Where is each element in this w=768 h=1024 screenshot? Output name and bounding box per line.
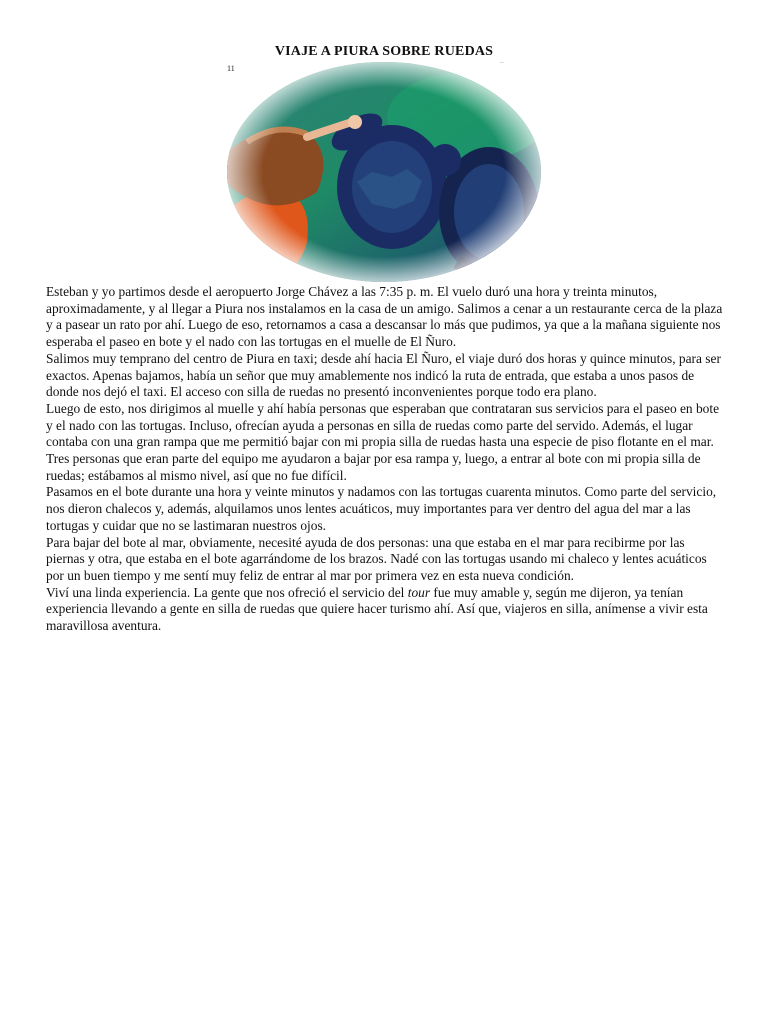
document-title: VIAJE A PIURA SOBRE RUEDAS	[274, 44, 494, 59]
paragraph: Esteban y yo partimos desde el aeropuerto Jorge Chávez a las 7:35 p. m. El vuelo duró una hora y treinta minutos, aproximadamente, y al llegar a Piura nos instalamos en la casa de un amigo. Salimos a cenar a un restaurante cerca de la plaza y a pasear un rato por ahí. Luego de eso, retornamos a casa a descansar lo más que pudimos, ya que a la mañana siguiente nos esperaba el paseo en bote y el nado con las tortugas en el muelle de El Ñuro.	[46, 284, 723, 350]
paragraph: Pasamos en el bote durante una hora y veinte minutos y nadamos con las tortugas cuarenta minutos. Como parte del servicio, nos dieron chalecos y, además, alquilamos unos lentes acuáticos, muy importantes para ver dentro del agua del mar a las tortugas y cuidar que no se lastimaran nuestros ojos.	[46, 484, 717, 533]
final-text-start: Viví una linda experiencia. La gente que nos ofreció el servicio del	[46, 584, 408, 600]
final-text-end: fue muy amable y, según me dijeron, ya tenían experiencia llevando a gente en silla de ruedas que quiere hacer turismo ahí. Así que, viajeros en silla, anímense a vivir esta maravillosa aventura.	[46, 584, 708, 634]
italic-word-tour: tour	[407, 584, 431, 600]
paragraph: Salimos muy temprano del centro de Piura en taxi; desde ahí hacia El Ñuro, el viaje duró dos horas y quince minutos, para ser exactos. Apenas bajamos, había un señor que muy amablemente nos indicó la ruta de entrada, que estaba a unos pasos de donde nos dejó el taxi. El acceso con silla de ruedas no presentó inconvenientes porque todo era plano.	[46, 350, 721, 400]
turtle-swimming-photo	[227, 62, 541, 282]
paragraph-final	[46, 585, 726, 635]
paragraph: Para bajar del bote al mar, obviamente, necesité ayuda de dos personas: una que estaba en el mar para recibirme por las piernas y otra, que estaba en el bote agarrándome de los brazos. Nadé con las tortugas usando mi chaleco y lentes acuáticos por un buen tiempo y me sentí muy feliz de entrar al mar por primera vez en esta nueva condición.	[46, 534, 707, 583]
photo-caption-right: ...	[500, 60, 504, 65]
paragraph: Luego de esto, nos dirigimos al muelle y ahí había personas que esperaban que contrataran sus servicios para el paseo en bote y el nado con las tortugas. Incluso, ofrecían ayuda a personas en silla de ruedas como parte del servido. Además, el lugar contaba con una gran rampa que me permitió bajar con mi propia silla de ruedas hasta una especie de piso flotante en el mar.	[46, 400, 720, 450]
paragraph: Tres personas que eran parte del equipo me ayudaron a bajar por esa rampa y, luego, a entrar al bote con mi propia silla de ruedas; estábamos al mismo nivel, así que no fue difícil.	[46, 451, 701, 483]
article-body	[46, 284, 726, 635]
photo-caption-left: 11	[227, 64, 235, 73]
